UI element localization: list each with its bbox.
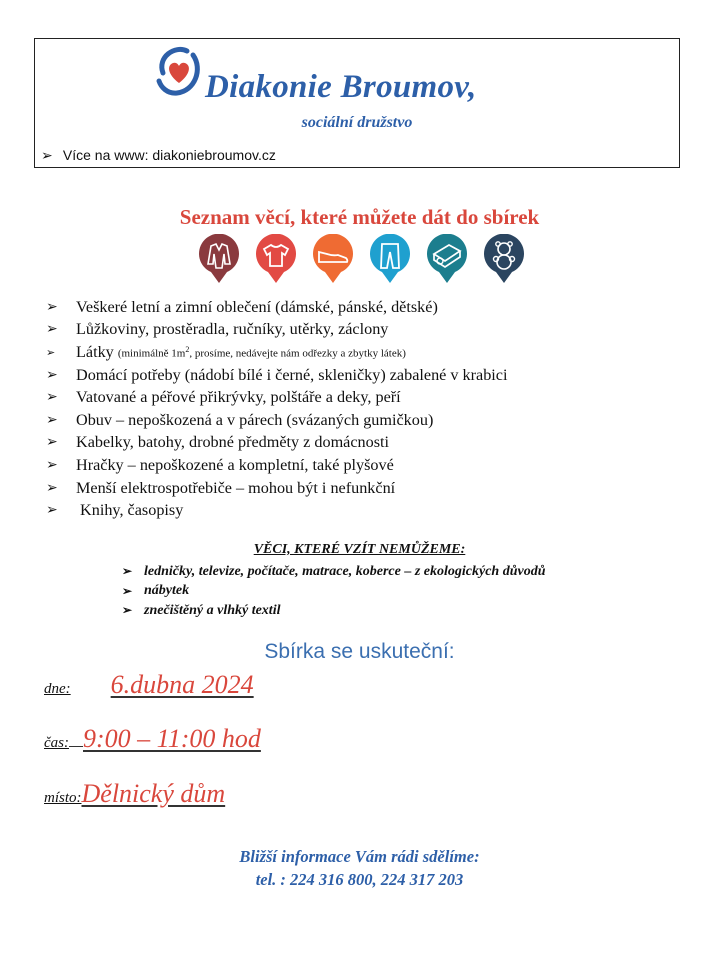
list-item: ➢ Kabelky, batohy, drobné předměty z domácnosti xyxy=(46,433,390,452)
arrow-bullet-icon: ➢ xyxy=(41,147,53,163)
collection-title: Sbírka se uskuteční: xyxy=(264,640,455,663)
diakonie-logo-icon xyxy=(153,43,205,99)
date-value: 6.dubna 2024 xyxy=(110,670,254,699)
date-label: dne: xyxy=(44,681,71,697)
arrow-bullet-icon: ➢ xyxy=(46,435,58,451)
list-item: ➢ Lůžkoviny, prostěradla, ručníky, utěrky, záclony xyxy=(46,320,389,339)
arrow-bullet-icon: ➢ xyxy=(46,322,58,338)
accepted-items-list xyxy=(46,296,508,522)
not-accepted-list xyxy=(122,562,545,621)
arrow-bullet-icon: ➢ xyxy=(46,367,58,383)
category-icons xyxy=(197,234,527,284)
info-line: Bližší informace Vám rádi sdělíme: xyxy=(239,847,480,866)
list-item: ➢ Vatované a péřové přikrývky, polštáře a deky, peří xyxy=(46,388,401,407)
list-item: ➢ Látky (minimálně $1m^2$, prosíme, nedávejte nám odřezky a zbytky látek) xyxy=(46,342,406,361)
org-name: Diakonie Broumov, xyxy=(205,69,477,105)
website-line xyxy=(41,147,276,164)
arrow-bullet-icon: ➢ xyxy=(46,503,58,519)
fabric-note: (minimálně $1m^2$, prosíme, nedávejte nám odřezky a zbytky látek) xyxy=(117,345,406,360)
arrow-bullet-icon: ➢ xyxy=(46,412,58,428)
arrow-bullet-icon: ➢ xyxy=(46,346,56,359)
page-title: Seznam věcí, které můžete dát do sbírek xyxy=(179,205,540,229)
list-item: ➢ znečištěný a vlhký textil xyxy=(122,602,281,618)
website-text: Více na www: diakoniebroumov.cz xyxy=(62,147,276,163)
trousers-icon xyxy=(368,234,412,284)
teddy-bear-icon xyxy=(482,234,526,284)
place-label: místo: xyxy=(44,790,82,806)
shoe-icon xyxy=(311,234,355,284)
arrow-bullet-icon: ➢ xyxy=(46,299,58,315)
list-item: ➢ nábytek xyxy=(122,583,190,599)
date-row xyxy=(44,670,254,700)
arrow-bullet-icon: ➢ xyxy=(46,457,58,473)
time-label: čas: xyxy=(44,735,69,751)
blanket-icon xyxy=(425,234,469,284)
list-item: ➢ Domácí potřeby (nádobí bílé i černé, skleničky) zabalené v krabici xyxy=(46,365,508,384)
place-row xyxy=(44,779,225,809)
list-item: ➢ Hračky – nepoškozené a kompletní, také plyšové xyxy=(46,455,394,474)
coat-icon xyxy=(197,234,241,284)
phone-line: tel. : 224 316 800, 224 317 203 xyxy=(255,870,464,889)
place-value: Dělnický dům xyxy=(81,779,226,808)
arrow-bullet-icon: ➢ xyxy=(122,583,133,598)
list-item: ➢ Menší elektrospotřebiče – mohou být i nefunkční xyxy=(46,478,396,497)
not-accepted-title: VĚCI, KTERÉ VZÍT NEMŮŽEME: xyxy=(253,542,466,557)
time-row xyxy=(44,724,261,754)
time-value: 9:00 – 11:00 hod xyxy=(83,724,261,753)
arrow-bullet-icon: ➢ xyxy=(46,480,58,496)
arrow-bullet-icon: ➢ xyxy=(122,564,133,579)
list-item: ➢ Obuv – nepoškozená a v párech (svázaných gumičkou) xyxy=(46,410,434,429)
tshirt-icon xyxy=(254,234,298,284)
list-item: ➢ Knihy, časopisy xyxy=(46,501,184,520)
arrow-bullet-icon: ➢ xyxy=(46,390,58,406)
list-item: ➢ ledničky, televize, počítače, matrace, koberce – z ekologických důvodů xyxy=(122,563,546,579)
header-box xyxy=(34,38,680,168)
list-item: ➢ Veškeré letní a zimní oblečení (dámské, pánské, dětské) xyxy=(46,297,438,316)
org-subtitle: sociální družstvo xyxy=(301,114,413,131)
arrow-bullet-icon: ➢ xyxy=(122,603,133,618)
